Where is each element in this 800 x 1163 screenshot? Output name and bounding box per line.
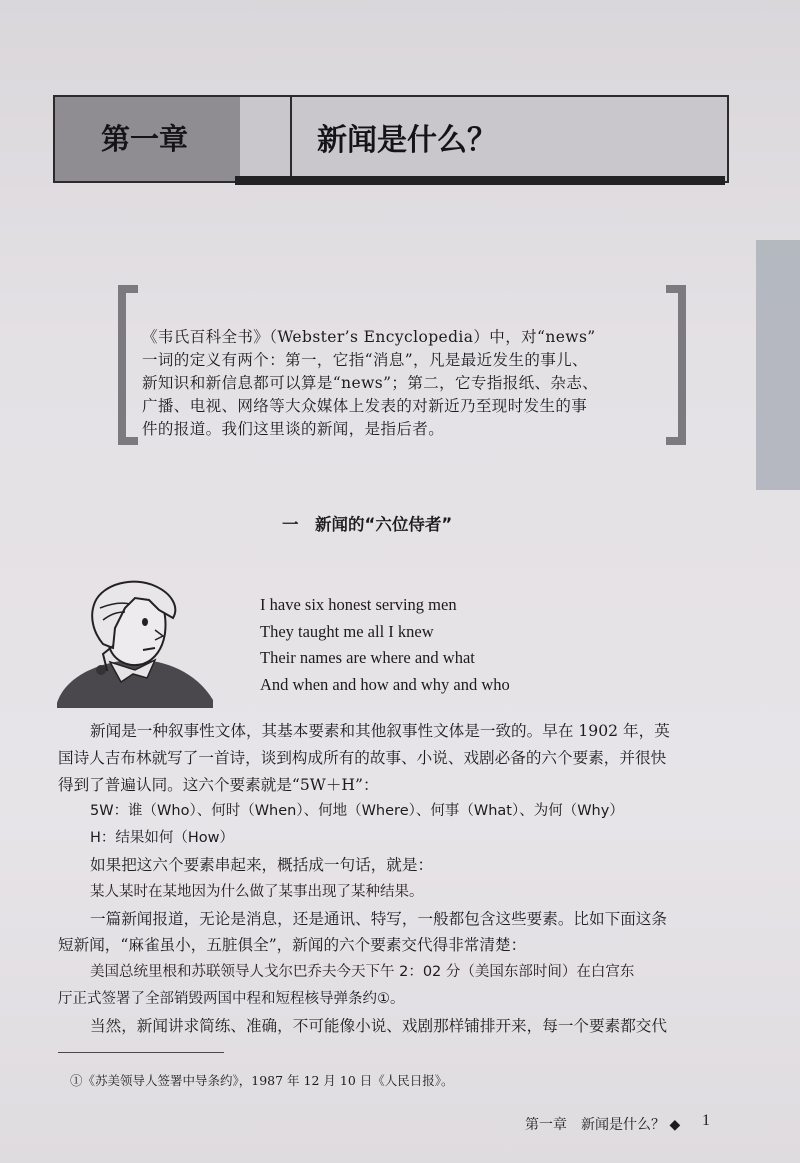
body-line: 某人某时在某地因为什么做了某事出现了某种结果。	[90, 883, 424, 900]
kipling-poem	[260, 592, 510, 699]
body-line: 如果把这六个要素串起来，概括成一句话，就是：	[90, 855, 434, 874]
definition-line: 《韦氏百科全书》（Webster’s Encyclopedia）中，对“news”	[142, 328, 596, 346]
page-edge-strip	[756, 240, 800, 490]
chapter-label: 第一章	[101, 122, 189, 156]
poem-line: I have six honest serving men	[260, 595, 457, 614]
body-line: 新闻是一种叙事性文体，其基本要素和其他叙事性文体是一致的。早在 1902 年，英	[90, 722, 670, 740]
body-line: 一篇新闻报道，无论是消息，还是通讯、特写，一般都包含这些要素。比如下面这条	[90, 909, 667, 928]
definition-line: 一词的定义有两个：第一，它指“消息”，凡是最近发生的事儿、	[142, 351, 588, 369]
running-footer: 第一章 新闻是什么？ ◆	[525, 1117, 681, 1133]
footnote-rule	[58, 1052, 224, 1053]
footnote: ①《苏美领导人签署中导条约》，1987 年 12 月 10 日《人民日报》。	[70, 1073, 454, 1088]
chapter-title-underline	[235, 176, 725, 185]
body-line: 5W：谁（Who）、何时（When）、何地（Where）、何事（What）、为何（Why）	[90, 803, 624, 820]
definition-text	[142, 326, 682, 441]
definition-line: 件的报道。我们这里谈的新闻，是指后者。	[142, 420, 445, 438]
page-number: 1	[702, 1112, 710, 1129]
definition-line: 广播、电视、网络等大众媒体上发表的对新近乃至现时发生的事	[142, 397, 588, 415]
definition-line: 新知识和新信息都可以算是“news”；第二，它专指报纸、杂志、	[142, 374, 599, 392]
body-text	[58, 718, 733, 1040]
body-line: 当然，新闻讲求简练、准确，不可能像小说、戏剧那样铺排开来，每一个要素都交代	[90, 1016, 667, 1035]
section-heading: 一 新闻的“六位侍者”	[282, 515, 453, 534]
poem-line: Their names are where and what	[260, 648, 475, 668]
poem-line: And when and how and why and who	[260, 675, 510, 695]
body-line: 美国总统里根和苏联领导人戈尔巴乔夫今天下午 2：02 分（美国东部时间）在白宫东	[90, 964, 635, 981]
body-line: 国诗人吉布林就写了一首诗，谈到构成所有的故事、小说、戏剧必备的六个要素，并很快	[58, 748, 667, 767]
body-line: 短新闻，“麻雀虽小，五脏俱全”，新闻的六个要素交代得非常清楚：	[58, 936, 527, 955]
body-line: 厅正式签署了全部销毁两国中程和短程核导弹条约①。	[58, 990, 405, 1007]
person-illustration-icon	[55, 578, 215, 708]
chapter-title: 新闻是什么？	[317, 123, 497, 158]
body-line: 得到了普遍认同。这六个要素就是“5W＋H”：	[58, 775, 379, 794]
chapter-banner	[53, 95, 729, 183]
poem-line: They taught me all I knew	[260, 621, 434, 641]
chapter-divider	[290, 97, 292, 181]
body-line: H：结果如何（How）	[90, 830, 235, 847]
